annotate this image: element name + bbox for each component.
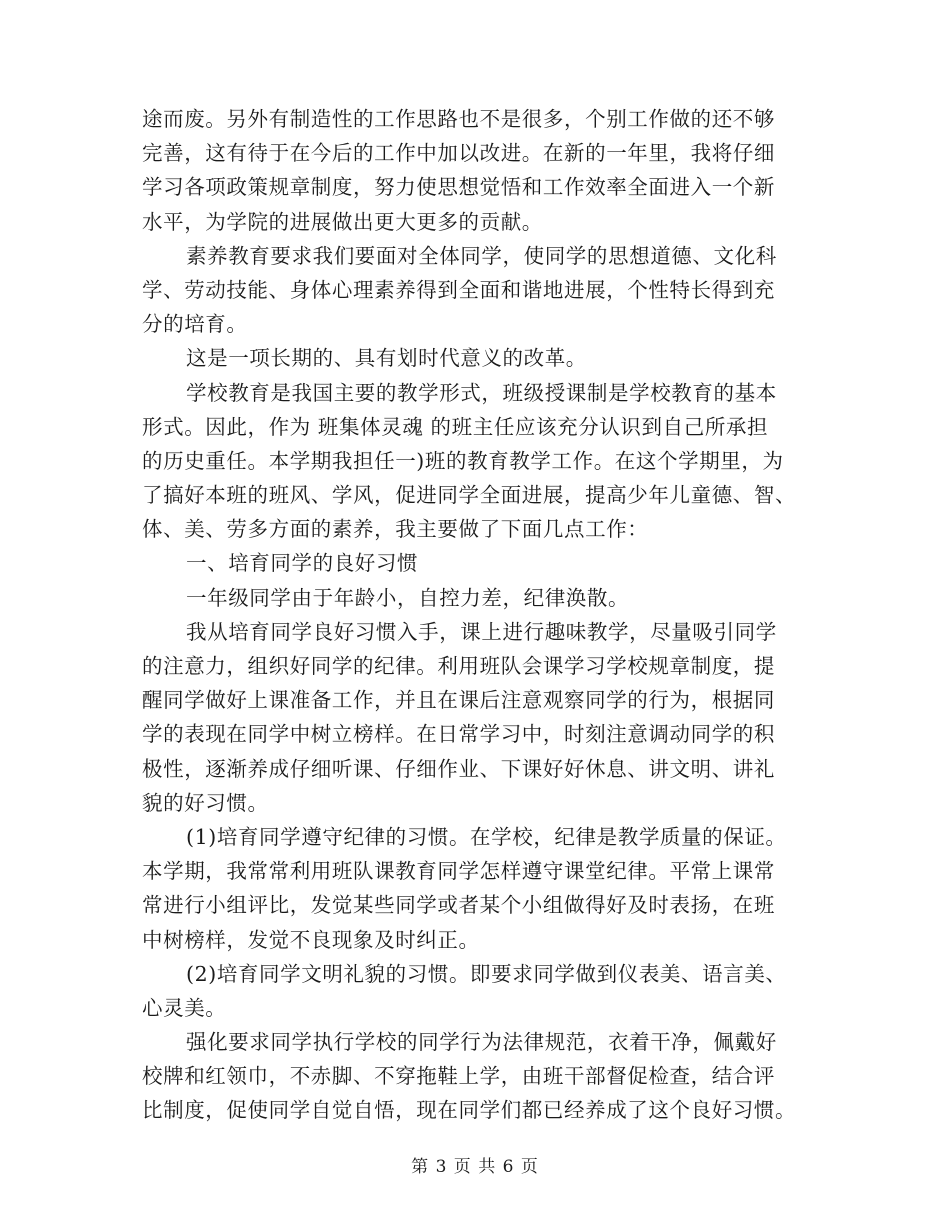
text-line: (2)培育同学文明礼貌的习惯。即要求同学做到仪表美、语言美、: [186, 961, 787, 986]
text-line: 的历史重任。本学期我担任一)班的教育教学工作。在这个学期里，为: [142, 448, 784, 473]
text-line: 完善，这有待于在今后的工作中加以改进。在新的一年里，我将仔细: [142, 141, 775, 166]
text-line: 学、劳动技能、身体心理素养得到全面和谐地进展，个性特长得到充: [142, 277, 775, 302]
text-line: 学习各项政策规章制度，努力使思想觉悟和工作效率全面进入一个新: [142, 175, 775, 200]
text-line: 水平，为学院的进展做出更大更多的贡献。: [142, 209, 543, 234]
text-line: 极性，逐渐养成仔细听课、仔细作业、下课好好休息、讲文明、讲礼: [142, 756, 775, 781]
text-line: 比制度，促使同学自觉自悟，现在同学们都已经养成了这个良好习惯。: [142, 1098, 797, 1123]
text-line: 常进行小组评比，发觉某些同学或者某个小组做得好及时表扬，在班: [142, 893, 775, 918]
text-line: 心灵美。: [142, 995, 227, 1020]
text-line: 体、美、劳多方面的素养，我主要做了下面几点工作：: [142, 517, 649, 542]
text-line: 我从培育同学良好习惯入手，课上进行趣味教学，尽量吸引同学: [186, 619, 777, 644]
text-line: 形式。因此，作为 班集体灵魂 的班主任应该充分认识到自己所承担: [142, 414, 769, 439]
text-line: 这是一项长期的、具有划时代意义的改革。: [186, 346, 587, 371]
text-line: 本学期，我常常利用班队课教育同学怎样遵守课堂纪律。平常上课常: [142, 859, 775, 884]
text-line: 校牌和红领巾，不赤脚、不穿拖鞋上学，由班干部督促检查，结合评: [142, 1064, 775, 1089]
text-line: 分的培育。: [142, 312, 248, 337]
text-line: 中树榜样，发觉不良现象及时纠正。: [142, 927, 480, 952]
text-line: 貌的好习惯。: [142, 790, 269, 815]
text-line: 的注意力，组织好同学的纪律。利用班队会课学习学校规章制度，提: [142, 654, 775, 678]
document-body: [142, 102, 810, 1128]
text-line: 一年级同学由于年龄小，自控力差，纪律涣散。: [186, 585, 630, 610]
text-line: (1)培育同学遵守纪律的习惯。在学校，纪律是教学质量的保证。: [186, 824, 787, 849]
text-line: 一、培育同学的良好习惯: [186, 551, 419, 576]
page-footer: 第 3 页 共 6 页: [411, 1157, 539, 1177]
text-line: 学校教育是我国主要的教学形式，班级授课制是学校教育的基本: [186, 380, 777, 405]
text-line: 学的表现在同学中树立榜样。在日常学习中，时刻注意调动同学的积: [142, 722, 775, 747]
text-line: 强化要求同学执行学校的同学行为法律规范，衣着干净，佩戴好: [186, 1030, 777, 1055]
text-line: 素养教育要求我们要面对全体同学，使同学的思想道德、文化科: [186, 243, 777, 268]
text-line: 了搞好本班的班风、学风，促进同学全面进展，提高少年儿童德、智、: [142, 483, 797, 508]
text-line: 途而废。另外有制造性的工作思路也不是很多，个别工作做的还不够: [142, 107, 775, 131]
text-line: 醒同学做好上课准备工作，并且在课后注意观察同学的行为，根据同: [142, 688, 775, 713]
